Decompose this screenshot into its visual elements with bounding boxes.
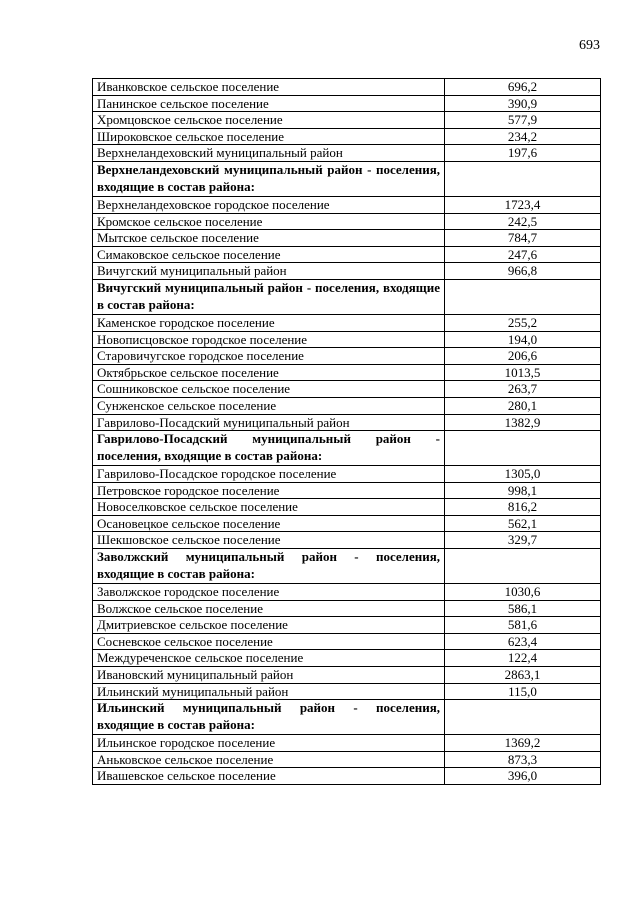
row-name-cell: Ивановский муниципальный район: [93, 667, 445, 684]
table-row: [93, 314, 601, 331]
table-row: [93, 381, 601, 398]
table-row: [93, 145, 601, 162]
row-name-cell: Панинское сельское поселение: [93, 95, 445, 112]
row-value-cell: 197,6: [445, 145, 601, 162]
section-header-name: Верхнеландеховский муниципальный район - поселения, входящие в состав района:: [93, 161, 445, 196]
table-row: [93, 196, 601, 213]
table-row: [93, 95, 601, 112]
table-row: [93, 735, 601, 752]
row-name-cell: Хромцовское сельское поселение: [93, 112, 445, 129]
table-row: [93, 466, 601, 483]
row-value-cell: 577,9: [445, 112, 601, 129]
row-name-cell: Иванковское сельское поселение: [93, 79, 445, 96]
row-value-cell: 247,6: [445, 246, 601, 263]
table-row: [93, 482, 601, 499]
row-name-cell: Каменское городское поселение: [93, 314, 445, 331]
table-row: [93, 633, 601, 650]
row-value-cell: [445, 279, 601, 314]
page-number: 693: [579, 38, 600, 53]
row-name-cell: Верхнеландеховское городское поселение: [93, 196, 445, 213]
section-header-row: [93, 431, 601, 466]
row-name-cell: Шекшовское сельское поселение: [93, 532, 445, 549]
section-header-name: Вичугский муниципальный район - поселения, входящие в состав района:: [93, 279, 445, 314]
row-value-cell: 816,2: [445, 499, 601, 516]
row-value-cell: [445, 161, 601, 196]
row-value-cell: 122,4: [445, 650, 601, 667]
table-row: [93, 263, 601, 280]
row-name-cell: Дмитриевское сельское поселение: [93, 617, 445, 634]
row-value-cell: 696,2: [445, 79, 601, 96]
row-name-cell: Широковское сельское поселение: [93, 128, 445, 145]
row-name-cell: Сосневское сельское поселение: [93, 633, 445, 650]
table-row: [93, 230, 601, 247]
row-value-cell: [445, 700, 601, 735]
table-row: [93, 667, 601, 684]
row-name-cell: Новописцовское городское поселение: [93, 331, 445, 348]
row-value-cell: 966,8: [445, 263, 601, 280]
row-value-cell: 329,7: [445, 532, 601, 549]
row-value-cell: 1030,6: [445, 584, 601, 601]
row-value-cell: 873,3: [445, 751, 601, 768]
row-value-cell: 263,7: [445, 381, 601, 398]
row-name-cell: Сунженское сельское поселение: [93, 397, 445, 414]
row-name-cell: Кромское сельское поселение: [93, 213, 445, 230]
row-value-cell: 255,2: [445, 314, 601, 331]
row-value-cell: 1305,0: [445, 466, 601, 483]
row-name-cell: Верхнеландеховский муниципальный район: [93, 145, 445, 162]
table-row: [93, 246, 601, 263]
table-row: [93, 348, 601, 365]
row-name-cell: Ильинский муниципальный район: [93, 683, 445, 700]
table-row: [93, 213, 601, 230]
table-row: [93, 331, 601, 348]
table-row: [93, 532, 601, 549]
row-name-cell: Вичугский муниципальный район: [93, 263, 445, 280]
section-header-row: [93, 279, 601, 314]
row-value-cell: 562,1: [445, 515, 601, 532]
table-row: [93, 617, 601, 634]
row-name-cell: Старовичугское городское поселение: [93, 348, 445, 365]
row-name-cell: Гаврилово-Посадское городское поселение: [93, 466, 445, 483]
row-name-cell: Аньковское сельское поселение: [93, 751, 445, 768]
row-name-cell: Симаковское сельское поселение: [93, 246, 445, 263]
row-name-cell: Сошниковское сельское поселение: [93, 381, 445, 398]
table-row: [93, 499, 601, 516]
row-name-cell: Новоселковское сельское поселение: [93, 499, 445, 516]
row-name-cell: Ивашевское сельское поселение: [93, 768, 445, 785]
section-header-name: Ильинский муниципальный район - поселения, входящие в состав района:: [93, 700, 445, 735]
section-header-name: Заволжский муниципальный район - поселения, входящие в состав района:: [93, 549, 445, 584]
table-row: [93, 768, 601, 785]
row-value-cell: 623,4: [445, 633, 601, 650]
row-value-cell: 1382,9: [445, 414, 601, 431]
row-value-cell: 784,7: [445, 230, 601, 247]
row-name-cell: Волжское сельское поселение: [93, 600, 445, 617]
section-header-row: [93, 549, 601, 584]
table-row: [93, 515, 601, 532]
row-value-cell: 242,5: [445, 213, 601, 230]
row-name-cell: Осановецкое сельское поселение: [93, 515, 445, 532]
row-name-cell: Ильинское городское поселение: [93, 735, 445, 752]
row-value-cell: 586,1: [445, 600, 601, 617]
table-row: [93, 364, 601, 381]
row-value-cell: 1723,4: [445, 196, 601, 213]
budget-table: [92, 78, 601, 785]
section-header-row: [93, 161, 601, 196]
table-row: [93, 584, 601, 601]
row-value-cell: 194,0: [445, 331, 601, 348]
section-header-name: Гаврилово-Посадский муниципальный район - поселения, входящие в состав района:: [93, 431, 445, 466]
row-name-cell: Петровское городское поселение: [93, 482, 445, 499]
row-name-cell: Октябрьское сельское поселение: [93, 364, 445, 381]
row-name-cell: Междуреченское сельское поселение: [93, 650, 445, 667]
table-row: [93, 650, 601, 667]
section-header-row: [93, 700, 601, 735]
table-row: [93, 112, 601, 129]
table-row: [93, 414, 601, 431]
row-value-cell: 1013,5: [445, 364, 601, 381]
table-row: [93, 79, 601, 96]
row-value-cell: [445, 549, 601, 584]
table-row: [93, 600, 601, 617]
row-value-cell: 1369,2: [445, 735, 601, 752]
table-row: [93, 397, 601, 414]
row-value-cell: [445, 431, 601, 466]
row-value-cell: 390,9: [445, 95, 601, 112]
row-value-cell: 396,0: [445, 768, 601, 785]
row-value-cell: 280,1: [445, 397, 601, 414]
row-value-cell: 234,2: [445, 128, 601, 145]
row-value-cell: 581,6: [445, 617, 601, 634]
row-value-cell: 998,1: [445, 482, 601, 499]
row-value-cell: 115,0: [445, 683, 601, 700]
table-row: [93, 128, 601, 145]
table-row: [93, 751, 601, 768]
row-value-cell: 206,6: [445, 348, 601, 365]
row-name-cell: Заволжское городское поселение: [93, 584, 445, 601]
row-value-cell: 2863,1: [445, 667, 601, 684]
row-name-cell: Мытское сельское поселение: [93, 230, 445, 247]
table-body: [93, 79, 601, 785]
table-row: [93, 683, 601, 700]
row-name-cell: Гаврилово-Посадский муниципальный район: [93, 414, 445, 431]
